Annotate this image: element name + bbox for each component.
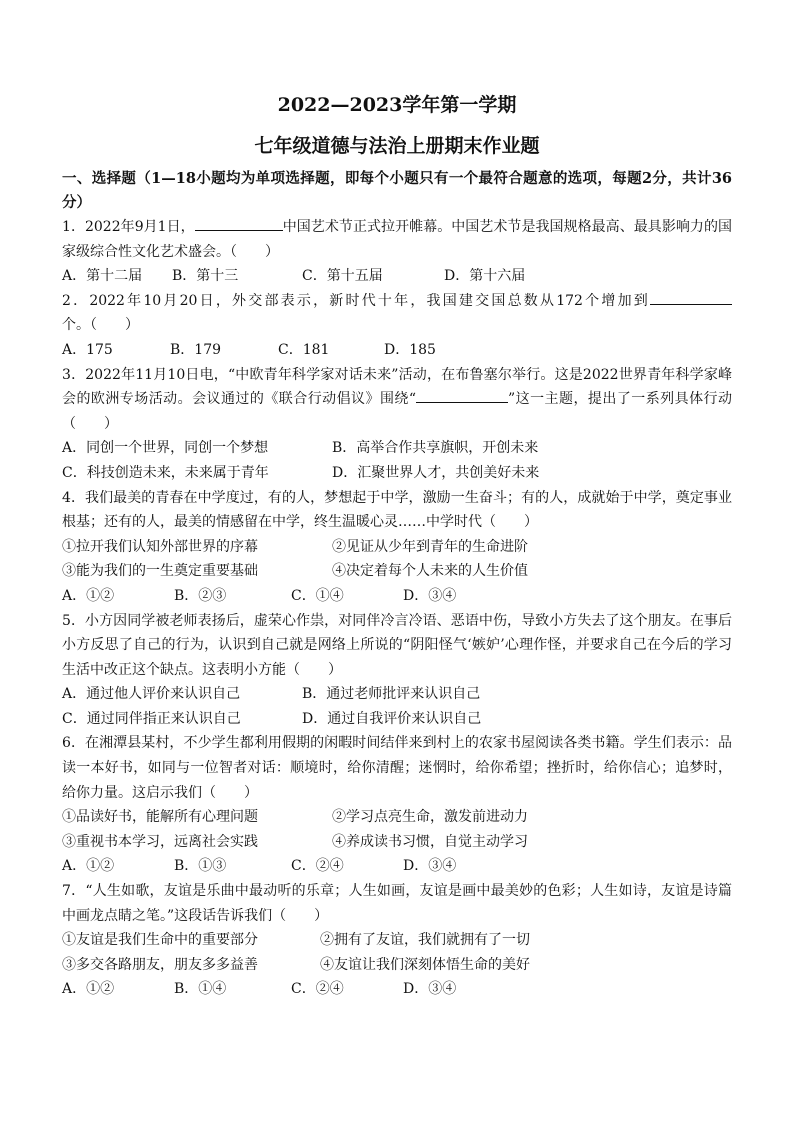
option-b: B．179 xyxy=(170,341,222,358)
statement-4: ④友谊让我们深刻体悟生命的美好 xyxy=(320,956,530,973)
option-c: C．②④ xyxy=(291,981,344,998)
question-4-text: 4．我们最美的青春在中学度过，有的人，梦想起于中学，激励一生奋斗；有的人，成就始于中学，奠定事业根基；还有的人，最美的情感留在中学，终生温暖心灵……中学时代（ ） xyxy=(62,489,732,531)
question-6-text: 6．在湘潭县某村，不少学生都利用假期的闲暇时间结伴来到村上的农家书屋阅读各类书籍。学生们表示：品读一本好书，如同与一位智者对话：顺境时，给你清醒；迷惘时，给你希望；挫折时，给你信心；追梦时，给你力量。这启示我们（ ） xyxy=(62,735,732,801)
question-2-text-start: 2．2022年10月20日，外交部表示，新时代十年，我国建交国总数从172个增加到 xyxy=(62,292,650,309)
question-4-options xyxy=(62,584,732,609)
question-5-options-row-2 xyxy=(62,707,732,732)
option-b: B．第十三 xyxy=(172,268,239,285)
question-1-text-start: 1．2022年9月1日， xyxy=(62,219,195,235)
question-6-statements-row-2 xyxy=(62,830,732,855)
statement-2: ②见证从少年到青年的生命进阶 xyxy=(332,538,528,555)
option-d: D．③④ xyxy=(403,981,457,998)
question-2-options xyxy=(62,338,732,363)
question-4 xyxy=(62,486,732,609)
statement-2: ②拥有了友谊，我们就拥有了一切 xyxy=(320,932,530,949)
statement-4: ④决定着每个人未来的人生价值 xyxy=(332,563,528,580)
question-2 xyxy=(62,289,732,363)
statement-1: ①品读好书，能解所有心理问题 xyxy=(62,809,258,826)
option-a: A．①② xyxy=(62,587,115,604)
question-6-options xyxy=(62,854,732,879)
exam-page xyxy=(62,92,732,1002)
option-c: C．181 xyxy=(278,341,330,358)
exam-term-title: 2022—2023学年第一学期 xyxy=(277,94,517,116)
option-b: B．高举合作共享旗帜，开创未来 xyxy=(332,440,539,457)
question-7-options xyxy=(62,977,732,1002)
option-a: A．通过他人评价来认识自己 xyxy=(62,686,241,703)
question-3-text-start: 3．2022年11月10日电，“中欧青年科学家对话未来”活动，在布鲁塞尔举行。这是2022世界青年科学家峰会的欧洲专场活动。会议通过的《联合行动倡议》围绕“ xyxy=(62,366,732,408)
question-1 xyxy=(62,215,732,289)
answer-blank xyxy=(416,387,508,403)
option-d: D．③④ xyxy=(403,858,457,875)
option-a: A．175 xyxy=(62,341,113,358)
statement-1: ①友谊是我们生命中的重要部分 xyxy=(62,932,258,949)
option-d: D．汇聚世界人才，共创美好未来 xyxy=(332,464,540,481)
option-b: B．②③ xyxy=(174,587,227,604)
question-7-text: 7．“人生如歌，友谊是乐曲中最动听的乐章；人生如画，友谊是画中最美妙的色彩；人生如诗，友谊是诗篇中画龙点睛之笔。”这段话告诉我们（ ） xyxy=(62,883,732,924)
option-d: D．185 xyxy=(384,341,436,358)
question-7-statements-row-1 xyxy=(62,928,732,953)
question-1-options xyxy=(62,264,732,289)
exam-subject-title: 七年级道德与法治上册期末作业题 xyxy=(254,135,540,157)
question-7-statements-row-2 xyxy=(62,953,732,978)
option-c: C．②④ xyxy=(291,858,344,875)
question-6-statements-row-1 xyxy=(62,805,732,830)
question-3-options-row-1 xyxy=(62,436,732,461)
question-6 xyxy=(62,731,732,879)
option-a: A．①② xyxy=(62,981,115,998)
statement-3: ③能为我们的一生奠定重要基础 xyxy=(62,563,258,580)
statement-3: ③重视书本学习，远离社会实践 xyxy=(62,833,258,850)
option-a: A．同创一个世界，同创一个梦想 xyxy=(62,440,269,457)
question-5-text: 5．小方因同学被老师表扬后，虚荣心作祟，对同伴冷言冷语、恶语中伤，导致小方失去了这个朋友。在事后小方反思了自己的行为，认识到自己就是网络上所说的“阴阳怪气‘嫉妒’心理作怪，并要求自己在今后的学习生活中改正这个缺点。这表明小方能（ ） xyxy=(62,612,732,678)
section-heading: 一、选择题（1—18小题均为单项选择题，即每个小题只有一个最符合题意的选项，每题2分，共计36分） xyxy=(62,170,732,211)
statement-4: ④养成读书习惯，自觉主动学习 xyxy=(332,833,528,850)
option-c: C．科技创造未来，未来属于青年 xyxy=(62,464,269,481)
option-d: D．第十六届 xyxy=(444,268,526,285)
option-d: D．③④ xyxy=(403,587,457,604)
answer-blank xyxy=(195,215,283,231)
statement-3: ③多交各路朋友，朋友多多益善 xyxy=(62,956,258,973)
question-5 xyxy=(62,609,732,732)
option-c: C．①④ xyxy=(291,587,344,604)
option-a: A．第十二届 xyxy=(62,268,143,285)
option-c: C．通过同伴指正来认识自己 xyxy=(62,710,241,727)
option-a: A．①② xyxy=(62,858,115,875)
statement-1: ①拉开我们认知外部世界的序幕 xyxy=(62,538,258,555)
question-7 xyxy=(62,879,732,1002)
answer-blank xyxy=(650,289,732,305)
question-2-text-end: 个。（ ） xyxy=(62,317,139,334)
option-b: B．①③ xyxy=(174,858,227,875)
question-3-text-end: ”这一主题，提出了一系列具体行动（ ） xyxy=(62,391,732,432)
option-b: B．通过老师批评来认识自己 xyxy=(302,686,481,703)
question-1-text-end: 中国艺术节正式拉开帷幕。中国艺术节是我国规格最高、最具影响力的国家级综合性文化艺术盛会。（ ） xyxy=(62,219,732,260)
question-4-statements-row-2 xyxy=(62,559,732,584)
option-b: B．①④ xyxy=(174,981,227,998)
question-3 xyxy=(62,363,732,486)
question-3-options-row-2 xyxy=(62,461,732,486)
question-4-statements-row-1 xyxy=(62,535,732,560)
option-c: C．第十五届 xyxy=(302,268,383,285)
option-d: D．通过自我评价来认识自己 xyxy=(302,710,482,727)
statement-2: ②学习点亮生命，激发前进动力 xyxy=(332,809,528,826)
question-5-options-row-1 xyxy=(62,682,732,707)
